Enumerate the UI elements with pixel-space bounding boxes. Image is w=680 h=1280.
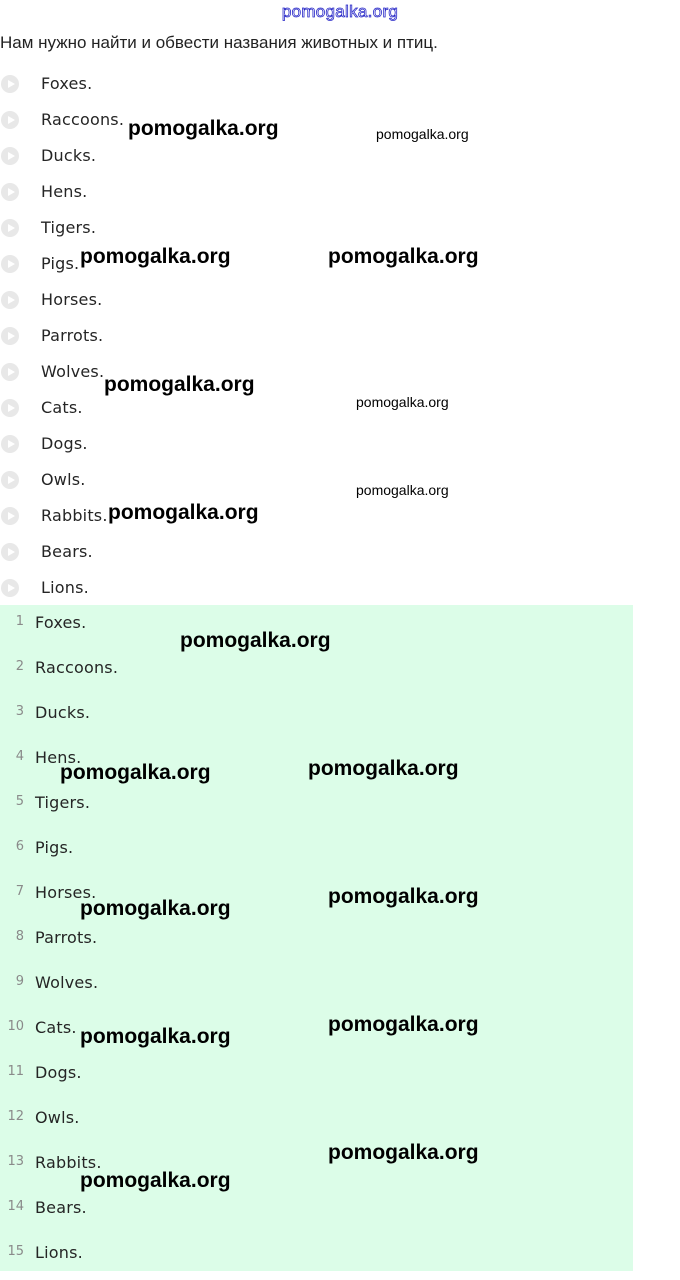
play-icon[interactable] — [1, 435, 19, 453]
watermark: pomogalka.org — [328, 1141, 479, 1164]
watermark: pomogalka.org — [60, 761, 211, 784]
audio-item[interactable] — [0, 66, 640, 102]
audio-item[interactable] — [0, 102, 640, 138]
item-number: 12 — [7, 1109, 24, 1124]
watermark: pomogalka.org — [180, 629, 331, 652]
play-icon[interactable] — [1, 579, 19, 597]
play-icon[interactable] — [1, 255, 19, 273]
audio-item[interactable] — [0, 318, 640, 354]
play-icon[interactable] — [1, 363, 19, 381]
item-text: Tigers. — [35, 793, 91, 812]
watermark: pomogalka.org — [308, 757, 459, 780]
audio-item[interactable] — [0, 426, 640, 462]
watermark: pomogalka.org — [80, 1025, 231, 1048]
audio-item-label: Owls. — [41, 470, 86, 489]
item-number: 3 — [15, 704, 24, 719]
audio-item[interactable] — [0, 498, 640, 534]
list-item — [0, 965, 633, 1010]
watermark: pomogalka.org — [356, 482, 449, 498]
item-text: Parrots. — [35, 928, 98, 947]
watermark: pomogalka.org — [328, 1013, 479, 1036]
audio-item-label: Wolves. — [41, 362, 105, 381]
audio-item[interactable] — [0, 210, 640, 246]
item-text: Pigs. — [35, 838, 74, 857]
audio-item-label: Cats. — [41, 398, 83, 417]
header-watermark: pomogalka.org — [281, 2, 399, 21]
item-text: Hens. — [35, 748, 82, 767]
play-icon[interactable] — [1, 75, 19, 93]
play-icon[interactable] — [1, 183, 19, 201]
item-number: 5 — [15, 794, 24, 809]
item-number: 14 — [7, 1199, 24, 1214]
list-item — [0, 920, 633, 965]
watermark: pomogalka.org — [128, 117, 279, 140]
item-number: 6 — [15, 839, 24, 854]
list-item — [0, 785, 633, 830]
list-item — [0, 1235, 633, 1280]
audio-item[interactable] — [0, 534, 640, 570]
audio-item[interactable] — [0, 282, 640, 318]
audio-item-label: Parrots. — [41, 326, 104, 345]
play-icon[interactable] — [1, 111, 19, 129]
audio-item[interactable] — [0, 462, 640, 498]
list-item — [0, 1190, 633, 1235]
audio-item-label: Lions. — [41, 578, 89, 597]
item-text: Lions. — [35, 1243, 83, 1262]
item-number: 9 — [15, 974, 24, 989]
audio-item-label: Pigs. — [41, 254, 80, 273]
play-icon[interactable] — [1, 543, 19, 561]
item-text: Wolves. — [35, 973, 99, 992]
audio-item-label: Ducks. — [41, 146, 97, 165]
audio-word-list — [0, 66, 640, 606]
audio-item[interactable] — [0, 354, 640, 390]
play-icon[interactable] — [1, 219, 19, 237]
play-icon[interactable] — [1, 399, 19, 417]
item-text: Raccoons. — [35, 658, 119, 677]
play-icon[interactable] — [1, 327, 19, 345]
watermark: pomogalka.org — [80, 897, 231, 920]
item-number: 7 — [15, 884, 24, 899]
audio-item[interactable] — [0, 570, 640, 606]
item-number: 13 — [7, 1154, 24, 1169]
watermark: pomogalka.org — [80, 245, 231, 268]
instruction-text: Нам нужно найти и обвести названия животных и птиц. — [0, 33, 438, 52]
item-number: 11 — [7, 1064, 24, 1079]
item-text: Foxes. — [35, 613, 87, 632]
item-number: 10 — [7, 1019, 24, 1034]
item-number: 1 — [15, 614, 24, 629]
play-icon[interactable] — [1, 507, 19, 525]
audio-item-label: Horses. — [41, 290, 103, 309]
item-number: 4 — [15, 749, 24, 764]
audio-item[interactable] — [0, 138, 640, 174]
watermark: pomogalka.org — [328, 885, 479, 908]
item-text: Rabbits. — [35, 1153, 102, 1172]
list-item — [0, 650, 633, 695]
list-item — [0, 1100, 633, 1145]
play-icon[interactable] — [1, 147, 19, 165]
audio-item-label: Dogs. — [41, 434, 88, 453]
audio-item[interactable] — [0, 174, 640, 210]
list-item — [0, 830, 633, 875]
watermark: pomogalka.org — [376, 126, 469, 142]
item-text: Cats. — [35, 1018, 77, 1037]
item-text: Horses. — [35, 883, 97, 902]
item-number: 8 — [15, 929, 24, 944]
audio-item[interactable] — [0, 390, 640, 426]
item-number: 15 — [7, 1244, 24, 1259]
item-text: Dogs. — [35, 1063, 82, 1082]
item-text: Bears. — [35, 1198, 87, 1217]
audio-item-label: Tigers. — [41, 218, 97, 237]
list-item — [0, 1055, 633, 1100]
item-number: 2 — [15, 659, 24, 674]
play-icon[interactable] — [1, 471, 19, 489]
watermark: pomogalka.org — [80, 1169, 231, 1192]
audio-item-label: Rabbits. — [41, 506, 108, 525]
watermark: pomogalka.org — [356, 394, 449, 410]
watermark: pomogalka.org — [104, 373, 255, 396]
audio-item-label: Foxes. — [41, 74, 93, 93]
watermark: pomogalka.org — [328, 245, 479, 268]
watermark: pomogalka.org — [108, 501, 259, 524]
audio-item-label: Bears. — [41, 542, 93, 561]
audio-item-label: Hens. — [41, 182, 88, 201]
item-text: Ducks. — [35, 703, 91, 722]
item-text: Owls. — [35, 1108, 80, 1127]
play-icon[interactable] — [1, 291, 19, 309]
audio-item-label: Raccoons. — [41, 110, 125, 129]
list-item — [0, 695, 633, 740]
